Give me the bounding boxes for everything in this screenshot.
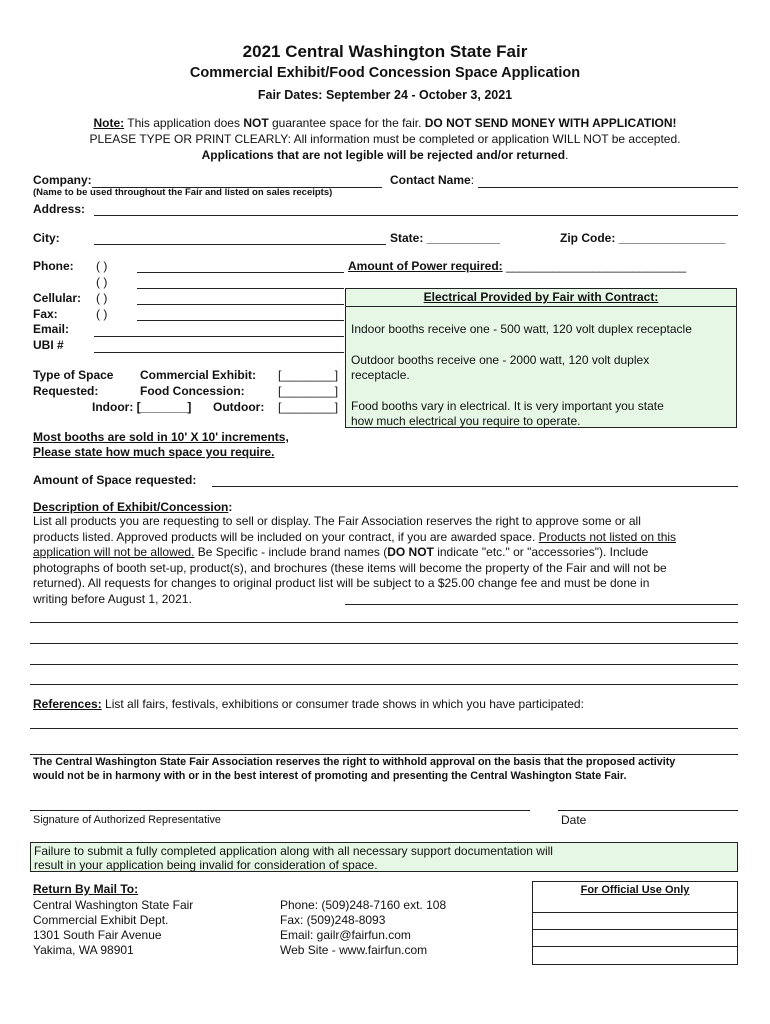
official-row-3 (533, 946, 737, 947)
contact-name-label: Contact Name: (390, 173, 475, 187)
date-field[interactable] (558, 810, 738, 811)
cellular-label: Cellular: (33, 291, 82, 305)
fax-label: Fax: (33, 307, 58, 321)
description-line-1[interactable] (345, 604, 738, 605)
company-hint: (Name to be used throughout the Fair and listed on sales receipts) (33, 187, 333, 198)
address-field[interactable] (94, 215, 738, 216)
failure-line-1: Failure to submit a fully completed application along with all necessary support documentation will (34, 844, 553, 858)
disclaimer-line-2: would not be in harmony with or in the best interest of promoting and presenting the Central Washington State Fair. (33, 770, 627, 782)
official-use-box (532, 881, 738, 965)
references-line-2[interactable] (30, 754, 738, 755)
note-line: Note: This application does NOT guarantee space for the fair. DO NOT SEND MONEY WITH APPLICATION! (93, 116, 677, 130)
page-title: 2021 Central Washington State Fair (242, 42, 528, 61)
contact-name-field[interactable] (478, 187, 738, 188)
food-electrical-2: how much electrical you require to operate. (351, 414, 581, 428)
address-label: Address: (33, 202, 86, 216)
return-heading: Return By Mail To: (33, 882, 139, 896)
official-use-heading: For Official Use Only (580, 884, 690, 896)
references-line-1[interactable] (30, 728, 738, 729)
no-money-warning: DO NOT SEND MONEY WITH APPLICATION! (424, 116, 677, 130)
phone-field[interactable] (137, 272, 344, 273)
failure-warning-box (30, 842, 738, 872)
legibility-line: Applications that are not legible will be rejected and/or returned. (201, 148, 569, 162)
state-field[interactable]: State: ___________ (390, 231, 501, 245)
page-subtitle: Commercial Exhibit/Food Concession Space Application (189, 65, 581, 81)
food-concession-label: Food Concession: (140, 384, 245, 398)
failure-line-2: result in your application being invalid for consideration of space. (34, 858, 378, 872)
contact-phone: Phone: (509)248-7160 ext. 108 (280, 898, 447, 912)
amount-of-space-field[interactable] (212, 486, 738, 487)
print-clearly-line: PLEASE TYPE OR PRINT CLEARLY: All information must be completed or application WILL NOT be accepted. (89, 132, 681, 146)
return-address-4: Yakima, WA 98901 (33, 943, 134, 957)
contact-fax: Fax: (509)248-8093 (280, 913, 386, 927)
outdoor-electrical-2: receptacle. (351, 368, 410, 382)
official-row-1 (533, 912, 737, 913)
outdoor-checkbox[interactable]: [________] (278, 400, 339, 414)
phone2-field[interactable] (137, 288, 344, 289)
booth-size-note-1: Most booths are sold in 10' X 10' increments, (33, 430, 289, 444)
email-field[interactable] (94, 336, 344, 337)
signature-label: Signature of Authorized Representative (33, 814, 221, 826)
food-concession-checkbox[interactable]: [________] (278, 384, 339, 398)
commercial-exhibit-checkbox[interactable]: [________] (278, 368, 339, 382)
city-label: City: (33, 231, 60, 245)
requested-label: Requested: (33, 384, 99, 398)
description-line-4[interactable] (30, 664, 738, 665)
date-label: Date (561, 813, 587, 827)
fax-field[interactable] (137, 320, 344, 321)
description-heading: Description of Exhibit/Concession: (33, 500, 233, 514)
ubi-label: UBI # (33, 338, 64, 352)
disclaimer-line-1: The Central Washington State Fair Association reserves the right to withhold approval on the basis that the proposed activity (33, 756, 676, 768)
official-row-2 (533, 929, 737, 930)
power-required: Amount of Power required: ___________________________ (348, 259, 687, 273)
description-instructions: List all products you are requesting to sell or display. The Fair Association reserves the right to approve some or all products listed. Approved products will be included on your contract, if you are awarded space. Products not listed on this application will not be allowed. Be Specific - include brand names (DO NOT indicate "etc." or "accessories"). Include photographs of booth set-up, product(s), and brochures (these items will become the property of the Fair and will not be returned). All requests for changes to original product list will be subject to a $25.00 change fee and must be done in writing before August 1, 2021. (33, 514, 677, 606)
cellular-field[interactable] (137, 304, 344, 305)
food-electrical-1: Food booths vary in electrical. It is very important you state (351, 399, 664, 413)
outdoor-electrical-1: Outdoor booths receive one - 2000 watt, 120 volt duplex (351, 353, 650, 367)
amount-of-space-label: Amount of Space requested: (33, 473, 197, 487)
fax-area-code[interactable]: ( ) (96, 307, 108, 321)
references-prompt: References: List all fairs, festivals, exhibitions or consumer trade shows in which you have participated: (33, 697, 584, 711)
return-address-2: Commercial Exhibit Dept. (33, 913, 169, 927)
fair-dates: Fair Dates: September 24 - October 3, 2021 (257, 88, 513, 102)
zip-field[interactable]: Zip Code: ________________ (560, 231, 726, 245)
electrical-heading: Electrical Provided by Fair with Contract: (346, 289, 736, 307)
return-address-1: Central Washington State Fair (33, 898, 194, 912)
email-label: Email: (33, 322, 70, 336)
description-line-3[interactable] (30, 643, 738, 644)
contact-website: Web Site - www.fairfun.com (280, 943, 428, 957)
contact-email: Email: gailr@fairfun.com (280, 928, 411, 942)
phone-label: Phone: (33, 259, 74, 273)
outdoor-label: Outdoor: (213, 400, 265, 414)
return-address-3: 1301 South Fair Avenue (33, 928, 162, 942)
description-line-2[interactable] (30, 622, 738, 623)
commercial-exhibit-label: Commercial Exhibit: (140, 368, 257, 382)
company-label: Company: (33, 173, 92, 187)
type-of-space-label: Type of Space (33, 368, 114, 382)
cellular-area-code[interactable]: ( ) (96, 291, 108, 305)
indoor-checkbox[interactable]: Indoor: [_______] (92, 400, 192, 414)
description-line-5[interactable] (30, 684, 738, 685)
indoor-electrical: Indoor booths receive one - 500 watt, 120 volt duplex receptacle (351, 322, 692, 336)
note-label: Note: (93, 116, 125, 130)
booth-size-note-2: Please state how much space you require. (33, 445, 275, 459)
ubi-field[interactable] (94, 352, 344, 353)
phone2-area-code[interactable]: ( ) (96, 275, 108, 289)
electrical-info-box (345, 288, 737, 428)
signature-field[interactable] (30, 810, 530, 811)
phone-area-code[interactable]: ( ) (96, 259, 108, 273)
city-field[interactable] (94, 244, 386, 245)
